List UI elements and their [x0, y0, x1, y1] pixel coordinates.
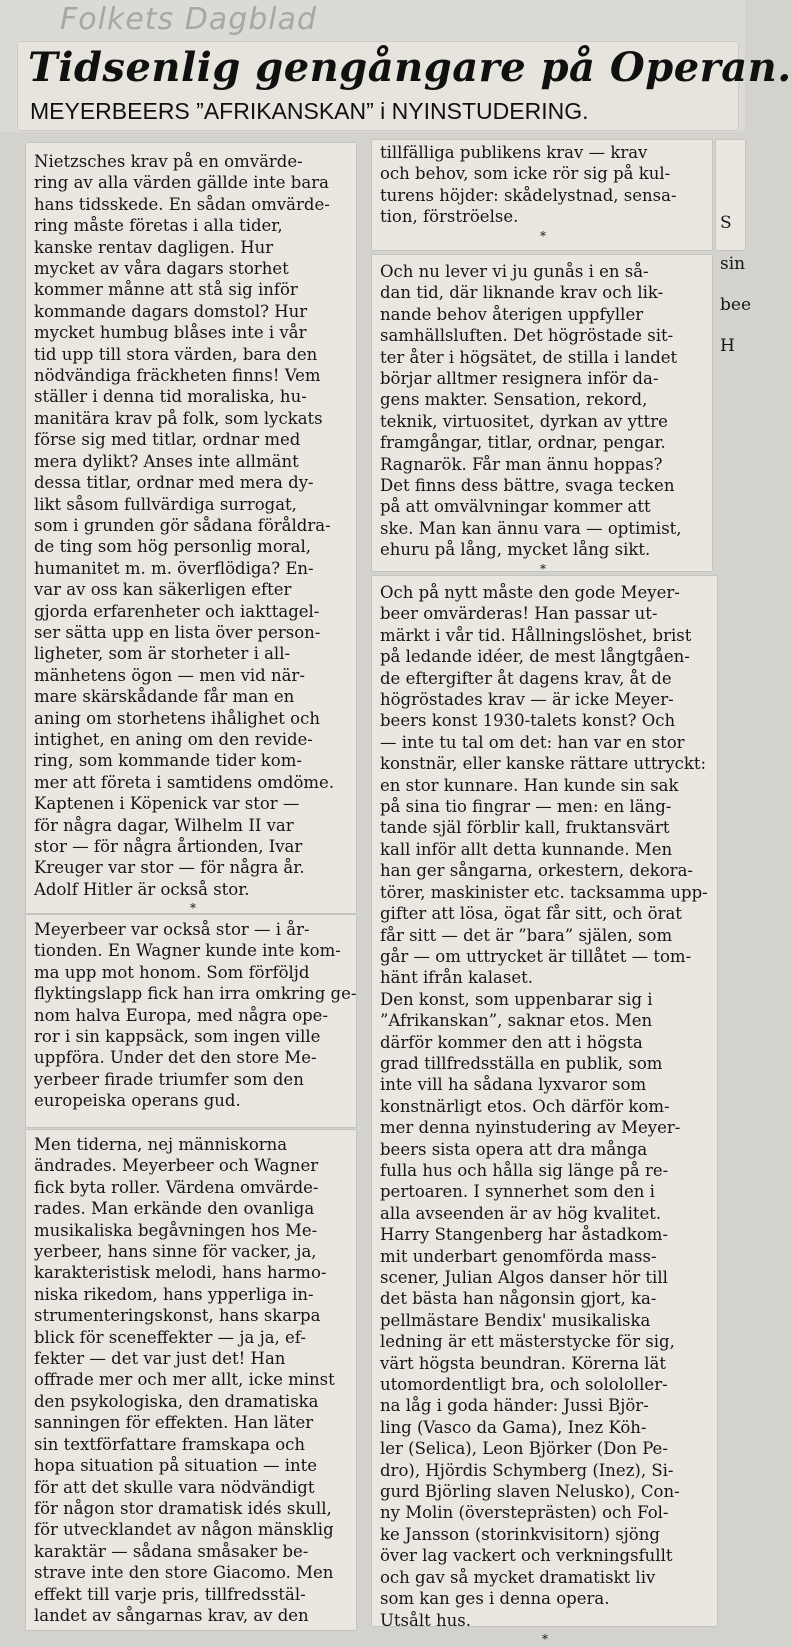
text-line: mit underbart genomförda mass- [380, 1246, 657, 1266]
text-line: intighet, en aning om den revide- [34, 729, 313, 749]
text-line: de eftergifter åt dagens krav, åt de [380, 668, 672, 688]
left-column-mid [26, 915, 356, 1127]
text-line: bee [720, 295, 752, 315]
text-line: var av oss kan säkerligen efter [34, 580, 292, 600]
text-line: fulla hus och hålla sig länge på re- [380, 1160, 669, 1180]
text-line: likt såsom fullvärdiga surrogat, [34, 494, 297, 514]
text-line: Kaptenen i Köpenick var stor — [34, 794, 300, 814]
left-column-top [26, 143, 356, 916]
text-line: han ger sångarna, orkestern, dekora- [380, 861, 693, 881]
text-line: dan tid, där liknande krav och lik- [380, 283, 664, 303]
section-divider-star: * [540, 561, 546, 576]
text-line: mer att företa i samtidens omdöme. [34, 772, 335, 792]
text-line: på att omvälvningar kommer att [380, 497, 651, 517]
text-line: ny Molin (överstepr​ästen) och Fol- [380, 1503, 669, 1523]
text-line: samhällsluften. Det högröstade sit- [380, 326, 674, 346]
text-line: landet av sångarnas krav, av den [34, 1605, 309, 1625]
text-line: fick byta roller. Värdena omvärde- [34, 1177, 319, 1197]
text-line: ehuru på lång, mycket lång sikt. [380, 540, 651, 560]
text-line: mycket humbug blåses inte i vår [34, 323, 307, 343]
text-line: yerbeer, hans sinne för vacker, ja, [34, 1242, 317, 1262]
text-line: fekter — det var just det! Han [34, 1349, 286, 1369]
text-line: H [720, 336, 735, 356]
right-column-mid [372, 255, 712, 576]
text-line: som i grunden gör sådana föråldra- [34, 515, 331, 535]
text-line: teknik, virtuositet, dyrkan av yttre [380, 411, 668, 431]
text-line: gens makter. Sensation, rekord, [380, 390, 648, 410]
text-line: pertoaren. I synnerhet som den i [380, 1182, 655, 1202]
text-line: för att det skulle vara nödvändigt [34, 1477, 315, 1497]
text-line: mera dylikt? Anses inte allmänt [34, 451, 299, 471]
text-line: tande själ förblir kall, fruktansvärt [380, 818, 670, 838]
text-line: mare skärskådande får man en [34, 687, 295, 707]
text-line: beers sista opera att dra många [380, 1139, 648, 1159]
text-line: en stor kunnare. Han kunde sin sak [380, 775, 679, 795]
text-line: Kreuger var stor — för några år. [34, 858, 305, 878]
text-line: Men tiderna, nej människorna [34, 1135, 288, 1154]
text-line: tillfälliga publikens krav — krav [380, 143, 648, 162]
text-line: den psykologiska, den dramatiska [34, 1391, 319, 1411]
left-mid-text [34, 919, 357, 1112]
text-line: Den konst, som uppenbarar sig i [380, 989, 653, 1009]
text-line: gjorda erfarenheter och iakttagel- [34, 601, 320, 621]
text-line: Utsålt hus. [380, 1610, 471, 1630]
text-line: flyktingslapp fick han irra omkring ge- [34, 984, 357, 1004]
text-line: ske. Man kan ännu vara — optimist, [380, 518, 682, 538]
text-line: de ting som hög personlig moral, [34, 537, 312, 557]
headline: Tidsenlig gengångare på Operan. [28, 44, 792, 91]
text-line: börjar alltmer resignera inför da- [380, 369, 659, 389]
text-line: för någon stor dramatisk idés skull, [34, 1498, 332, 1518]
text-line: högröstades krav — är icke Meyer- [380, 690, 674, 710]
text-line: för några dagar, Wilhelm II var [34, 815, 294, 835]
text-line: Ragnarök. Får man ännu hoppas? [380, 454, 663, 474]
text-line: dro), Hjördis Schymberg (Inez), Si- [380, 1460, 674, 1480]
text-line: törer, maskinister etc. tacksamma upp- [380, 882, 708, 902]
text-line: hopa situation på situation — inte [34, 1456, 317, 1476]
text-line: får sitt — det är ”bara” själen, som [380, 925, 673, 945]
text-line: pellmästare Bendix' musikaliska [380, 1310, 651, 1330]
text-line: på ledande idéer, de mest långtgåen- [380, 647, 690, 667]
right-column-bottom [372, 576, 717, 1646]
text-line: sin [720, 254, 746, 274]
text-line: strumenteringskonst, hans skarpa [34, 1306, 321, 1326]
text-line: hänt ifrån kalaset. [380, 968, 534, 988]
text-line: på sina tio fingrar — men: en läng- [380, 797, 672, 817]
text-line: går — om uttrycket är tillåtet — tom- [380, 946, 692, 966]
section-divider-star: * [190, 901, 196, 916]
text-line: alla avseenden är av hög kvalitet. [380, 1203, 662, 1223]
text-line: manitära krav på folk, som lyckats [34, 408, 323, 428]
text-line: Och på nytt måste den gode Meyer- [380, 583, 680, 602]
text-line: karakteristisk melodi, hans harmo- [34, 1263, 327, 1283]
text-line: och gav så mycket dramatiskt liv [380, 1567, 656, 1587]
text-line: gurd Björling slaven Nelusko), Con- [380, 1482, 680, 1502]
text-line: mänhetens ögon — men vid när- [34, 665, 305, 685]
text-line: ma upp mot honom. Som förföljd [34, 962, 310, 982]
text-line: ring, som kommande tider kom- [34, 751, 302, 771]
text-line: strave inte den store Giacomo. Men [34, 1563, 334, 1583]
text-line: karaktär — sådana småsaker be- [34, 1541, 309, 1561]
text-line: musikaliska begåvningen hos Me- [34, 1220, 318, 1240]
text-line: ställer i denna tid moraliska, hu- [34, 387, 307, 407]
text-line: grad tillfredsställa en publik, som [380, 1053, 663, 1073]
text-line: ligheter, som är storheter i all- [34, 644, 291, 664]
source-handwritten-note: Folkets Dagblad [60, 2, 318, 37]
text-line: dessa titlar, ordnar med mera dy- [34, 473, 314, 493]
text-line: framgångar, titlar, ordnar, pengar. [380, 433, 666, 453]
text-line: — inte tu tal om det: han var en stor [380, 732, 685, 752]
right-column-top [372, 140, 712, 250]
text-line: S [720, 213, 732, 233]
text-line: därför kommer den att i högsta [380, 1032, 643, 1052]
text-line: Det finns dess bättre, svaga tecken [380, 476, 675, 496]
text-line: förse sig med titlar, ordnar med [34, 430, 301, 450]
text-line: nom halva Europa, med några ope- [34, 1005, 329, 1025]
text-line: Harry Stangenberg har åstadkom- [380, 1225, 669, 1245]
text-line: tid upp till stora värden, bara den [34, 344, 318, 364]
text-line: ling (Vasco da Gama), Inez Köh- [380, 1417, 647, 1437]
text-line: kanske rentav dagligen. Hur [34, 237, 274, 257]
text-line: niska rikedom, hans ypperliga in- [34, 1284, 314, 1304]
right-bottom-text [380, 582, 710, 1647]
subheadline: MEYERBEERS ”AFRIKANSKAN” i NYINSTUDERING. [30, 98, 589, 124]
text-line: beer omvärderas! Han passar ut- [380, 604, 658, 624]
text-line: europeiska operans gud. [34, 1091, 241, 1111]
text-line: Adolf Hitler är också stor. [34, 879, 250, 899]
text-line: stor — för några årtionden, Ivar [34, 837, 303, 856]
text-line: hans tidsskede. En sådan omvärde- [34, 194, 330, 214]
text-line: märkt i vår tid. Hållningslöshet, brist [380, 625, 692, 645]
text-line: ror i sin kappsäck, som ingen ville [34, 1027, 321, 1047]
text-line: uppföra. Under det den store Me- [34, 1048, 317, 1068]
text-line: det bästa han någonsin gjort, ka- [380, 1289, 657, 1309]
adjacent-fragment-text [720, 146, 751, 423]
right-top-text [380, 142, 706, 244]
text-line: ring av alla värden gällde inte bara [34, 173, 329, 193]
text-line: sin textförfattare framskapa och [34, 1434, 306, 1454]
text-line: ke Jansson (storinkvisitorn) sjöng [380, 1524, 660, 1544]
text-line: Meyerbeer var också stor — i år- [34, 920, 310, 939]
right-mid-text [380, 261, 706, 577]
text-line: inte vill ha sådana lyxvaror som [380, 1075, 647, 1095]
left-column-bottom [26, 1130, 356, 1630]
text-line: blick för sceneffekter — ja ja, ef- [34, 1327, 306, 1347]
text-line: effekt till varje pris, tillfredsstäl- [34, 1584, 306, 1604]
text-line: för utvecklandet av någon mänsklig [34, 1520, 334, 1540]
text-line: kall inför allt detta kunnande. Men [380, 839, 673, 859]
text-line: mer denna nyinstudering av Meyer- [380, 1118, 681, 1138]
text-line: konstnärligt etos. Och därför kom- [380, 1096, 670, 1116]
text-line: yerbeer firade triumfer som den [34, 1069, 304, 1089]
text-line: beers konst 1930-talets konst? Och [380, 711, 676, 731]
text-line: ser sätta upp en lista över person- [34, 622, 321, 642]
text-line: tion, förströelse. [380, 207, 519, 227]
headline-clipping [0, 0, 792, 132]
left-top-text [34, 151, 352, 916]
text-line: turens höjder: skådelystnad, sensa- [380, 185, 677, 205]
text-line: offrade mer och mer allt, icke minst [34, 1370, 335, 1390]
left-bottom-text [34, 1134, 352, 1626]
text-line: scener, Julian Algos danser hör till [380, 1268, 668, 1287]
text-line: ler (Selica), Leon Björker (Don Pe- [380, 1439, 668, 1459]
text-line: utomordentligt bra, och solololler- [380, 1375, 668, 1395]
text-line: ring måste företas i alla tider, [34, 216, 283, 236]
adjacent-clipping-fragment [716, 140, 752, 356]
text-line: ter åter i högsätet, de stilla i landet [380, 347, 678, 367]
text-line: ledning är ett mästerstycke för sig, [380, 1332, 675, 1352]
text-line: Och nu lever vi ju gunås i en så- [380, 262, 649, 281]
text-line: kommer månne att stå sig inför [34, 280, 298, 300]
text-line: och behov, som icke rör sig på kul- [380, 164, 671, 184]
text-line: som kan ges i denna opera. [380, 1589, 610, 1609]
text-line: na låg i goda händer: Jussi Björ- [380, 1396, 649, 1416]
text-line: ”Afrikanskan”, saknar etos. Men [380, 1011, 653, 1031]
text-line: gifter att lösa, ögat får sitt, och örat [380, 904, 682, 924]
text-line: nödvändiga fräckheten finns! Vem [34, 366, 321, 386]
text-line: tionden. En Wagner kunde inte kom- [34, 941, 341, 961]
section-divider-star: * [540, 228, 546, 243]
text-line: aning om storhetens ihålighet och [34, 708, 320, 728]
text-line: konstnär, eller kanske rättare uttryckt: [380, 754, 707, 774]
text-line: mycket av våra dagars storhet [34, 259, 289, 279]
text-line: sanningen för effekten. Han läter [34, 1413, 314, 1433]
text-line: rades. Man erkände den ovanliga [34, 1199, 315, 1219]
text-line: värt högsta beundran. Körerna lät [380, 1353, 667, 1373]
text-line: Nietzsches krav på en omvärde- [34, 152, 303, 171]
text-line: ändrades. Meyerbeer och Wagner [34, 1156, 319, 1176]
text-line: över lag vackert och verkningsfullt [380, 1546, 673, 1566]
text-line: kommande dagars domstol? Hur [34, 301, 308, 321]
text-line: humanitet m. m. överflödiga? En- [34, 558, 314, 578]
section-divider-star: * [542, 1631, 548, 1646]
text-line: nande behov återigen uppfyller [380, 304, 644, 324]
